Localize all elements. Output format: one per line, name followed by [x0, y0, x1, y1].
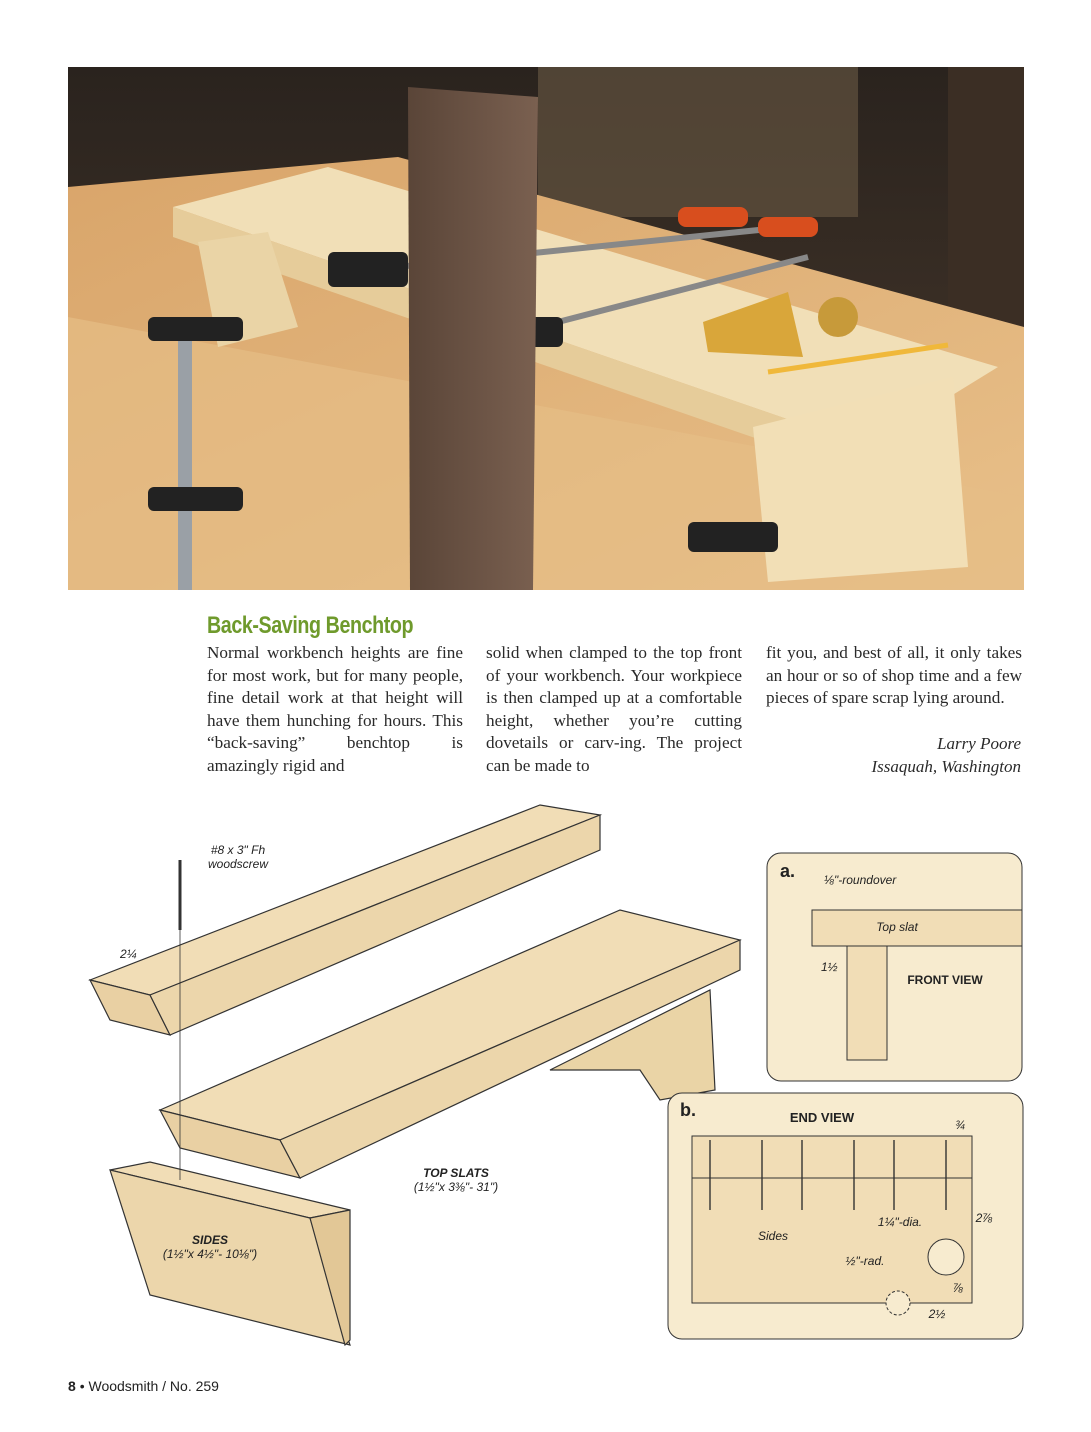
- benchtop-photo: [68, 67, 1024, 590]
- panel-b-radius: ½"-rad.: [845, 1254, 885, 1268]
- panel-b-dim-seven-eighths: ⅞: [952, 1281, 964, 1295]
- top-slats-dims: (1½"x 3⅜"- 31"): [413, 1180, 499, 1194]
- panel-a-view: FRONT VIEW: [907, 973, 983, 987]
- panel-b-letter: b.: [680, 1100, 696, 1120]
- footer-bullet: •: [79, 1378, 85, 1394]
- page-footer: [68, 1378, 219, 1394]
- panel-b-dim-three-quarter: ¾: [954, 1118, 966, 1132]
- panel-b-sides: Sides: [757, 1229, 789, 1243]
- page-number: 8: [68, 1378, 76, 1394]
- author-name: Larry Poore: [937, 734, 1021, 753]
- article-title: Back-Saving Benchtop: [207, 612, 414, 639]
- article-column-3: fit you, and best of all, it only takes an hour or so of shop time and a few pieces of spare scrap lying around.: [766, 643, 1022, 708]
- top-slats-label: TOP SLATS: [423, 1166, 489, 1180]
- article-column-1: Normal workbench heights are fine for most work, but for many people, fine detail work at that height will have them hunching for hours. This “back-saving” benchtop is amazingly rigid and: [207, 643, 463, 775]
- panel-b-view: END VIEW: [789, 1110, 855, 1125]
- panel-a-letter: a.: [780, 861, 796, 881]
- magazine-issue: Woodsmith / No. 259: [88, 1378, 219, 1394]
- panel-b-dim-two-half: 2½: [928, 1307, 946, 1321]
- screw-label-line1: #8 x 3" Fh: [210, 843, 266, 857]
- sides-label: SIDES: [191, 1233, 229, 1247]
- benchtop-diagram: [60, 800, 1030, 1400]
- panel-b-diameter: 1¼"-dia.: [877, 1215, 923, 1229]
- panel-b-dim-two-seven-eighths: 2⅞: [975, 1211, 993, 1225]
- author-location: Issaquah, Washington: [871, 757, 1021, 776]
- panel-a-roundover: ⅛"-roundover: [824, 873, 897, 887]
- panel-a-top-slat: Top slat: [876, 920, 918, 934]
- panel-a-dim: 1½: [821, 960, 838, 974]
- article-column-2: solid when clamped to the top front of your workbench. Your workpiece is then clamped up at a comfortable height, whether you’re cutting dovetails or carv-ing. The project can be made to: [486, 643, 742, 775]
- dim-two-quarter: 2¼: [120, 947, 137, 961]
- sides-dims: (1½"x 4½"- 10⅛"): [162, 1247, 258, 1261]
- screw-label-line2: woodscrew: [207, 857, 269, 871]
